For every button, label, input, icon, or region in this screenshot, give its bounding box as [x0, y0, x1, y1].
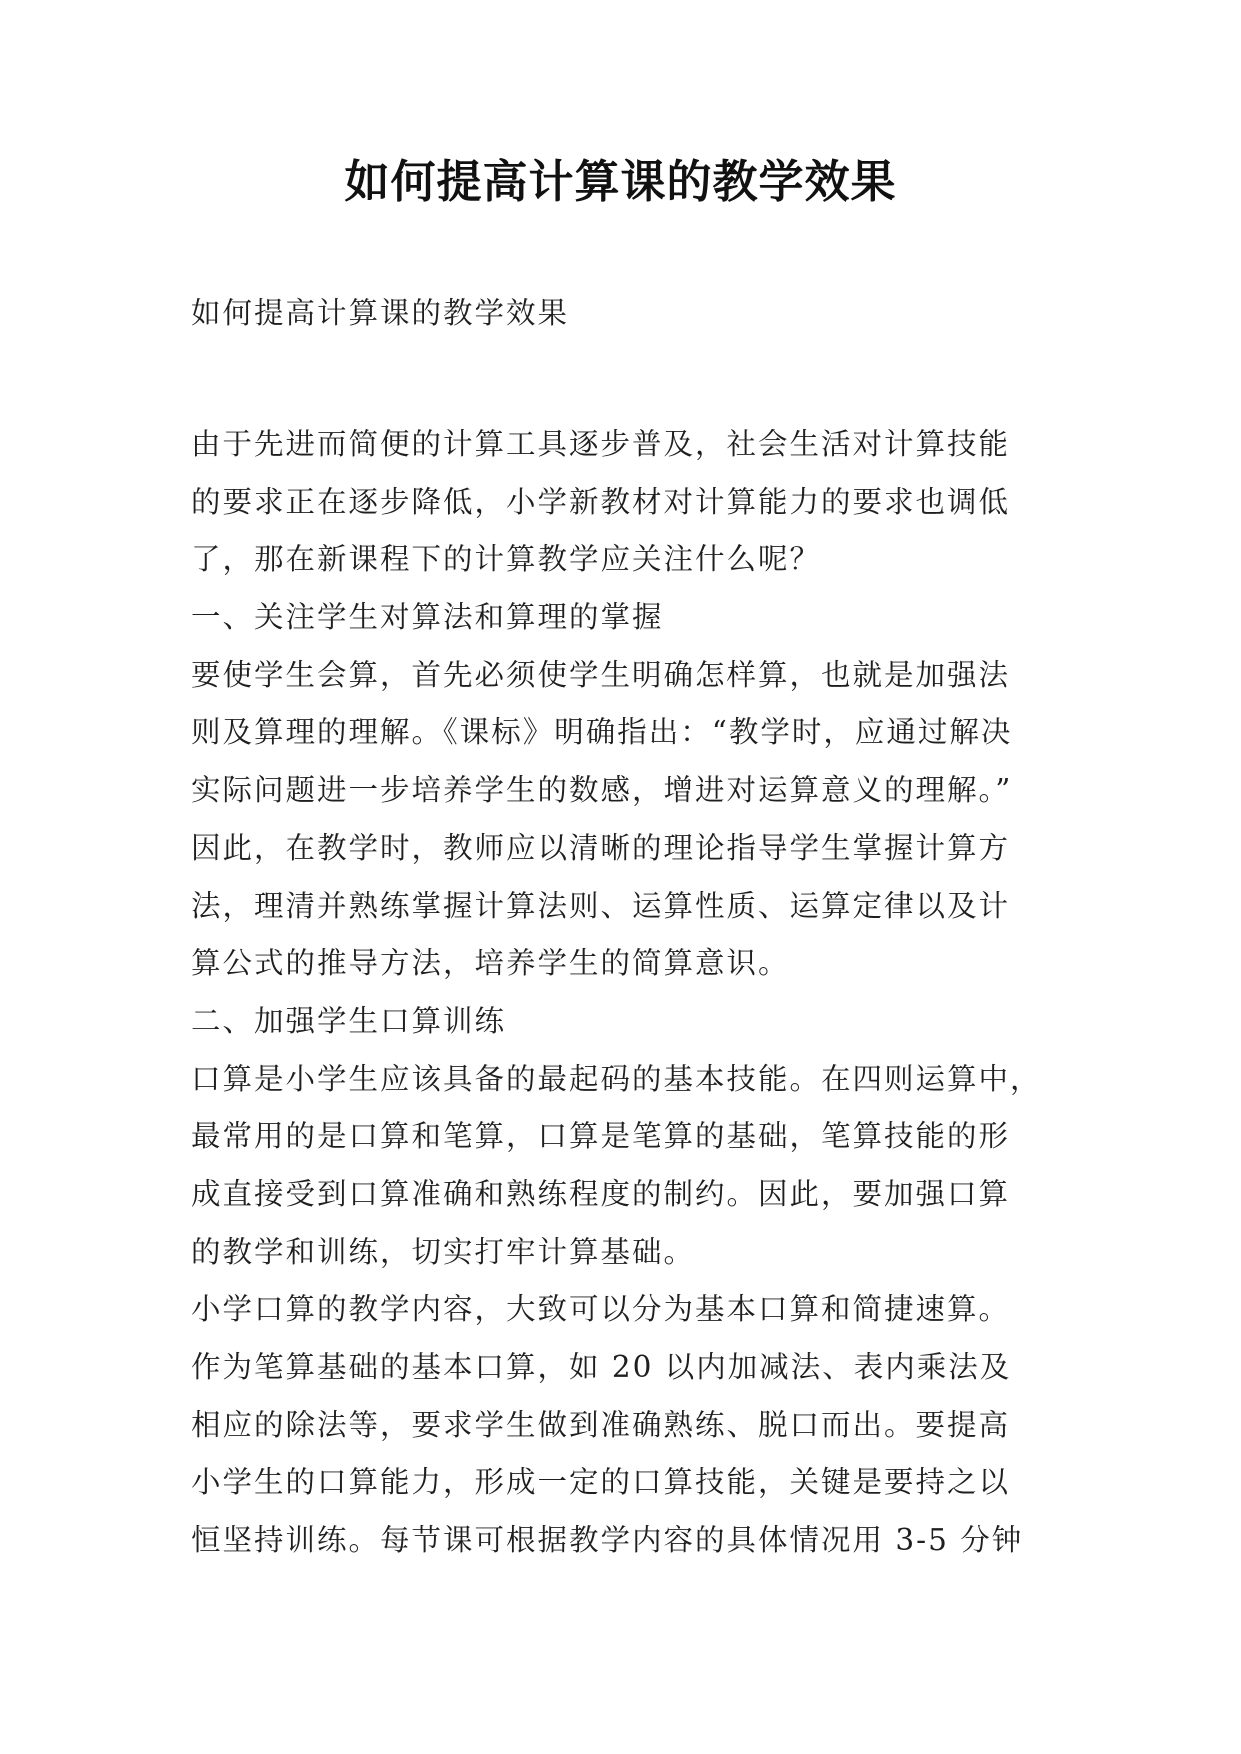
- body-line: 相应的除法等，要求学生做到准确熟练、脱口而出。要提高: [191, 1407, 1011, 1442]
- section-heading: 二、加强学生口算训练: [191, 1003, 507, 1038]
- body-line: 的要求正在逐步降低，小学新教材对计算能力的要求也调低: [191, 484, 1011, 519]
- body-line: 小学口算的教学内容，大致可以分为基本口算和简捷速算。: [191, 1292, 1011, 1327]
- body-line: 则及算理的理解。《课标》明确指出：“教学时，应通过解决: [191, 715, 1013, 750]
- body-line: 实际问题进一步培养学生的数感，增进对运算意义的理解。”: [191, 773, 1013, 808]
- body-line: 成直接受到口算准确和熟练程度的制约。因此，要加强口算: [191, 1176, 1011, 1211]
- body-line: 要使学生会算，首先必须使学生明确怎样算，也就是加强法: [191, 657, 1011, 692]
- section-heading: 一、关注学生对算法和算理的掌握: [191, 600, 664, 635]
- body-line: 的教学和训练，切实打牢计算基础。: [191, 1234, 696, 1269]
- body-line: 由于先进而简便的计算工具逐步普及，社会生活对计算技能: [191, 427, 1011, 461]
- document-body: [191, 284, 1071, 1570]
- document-subtitle: 如何提高计算课的教学效果: [191, 296, 570, 330]
- document-title: 如何提高计算课的教学效果: [344, 155, 897, 208]
- body-line: 因此，在教学时，教师应以清晰的理论指导学生掌握计算方: [191, 830, 1011, 865]
- body-line: 了，那在新课程下的计算教学应关注什么呢？: [191, 542, 822, 577]
- body-line: 作为笔算基础的基本口算，如 20 以内加减法、表内乘法及: [191, 1350, 1012, 1384]
- body-line: 算公式的推导方法，培养学生的简算意识。: [191, 946, 790, 981]
- paragraph-gap: [191, 342, 1071, 416]
- body-line: 最常用的是口算和笔算，口算是笔算的基础，笔算技能的形: [191, 1119, 1011, 1154]
- body-line: 恒坚持训练。每节课可根据教学内容的具体情况用 3-5 分钟: [191, 1523, 1024, 1558]
- body-line: 口算是小学生应该具备的最起码的基本技能。在四则运算中，: [191, 1061, 1042, 1096]
- body-line: 小学生的口算能力，形成一定的口算技能，关键是要持之以: [191, 1465, 1011, 1500]
- body-line: 法，理清并熟练掌握计算法则、运算性质、运算定律以及计: [191, 888, 1011, 923]
